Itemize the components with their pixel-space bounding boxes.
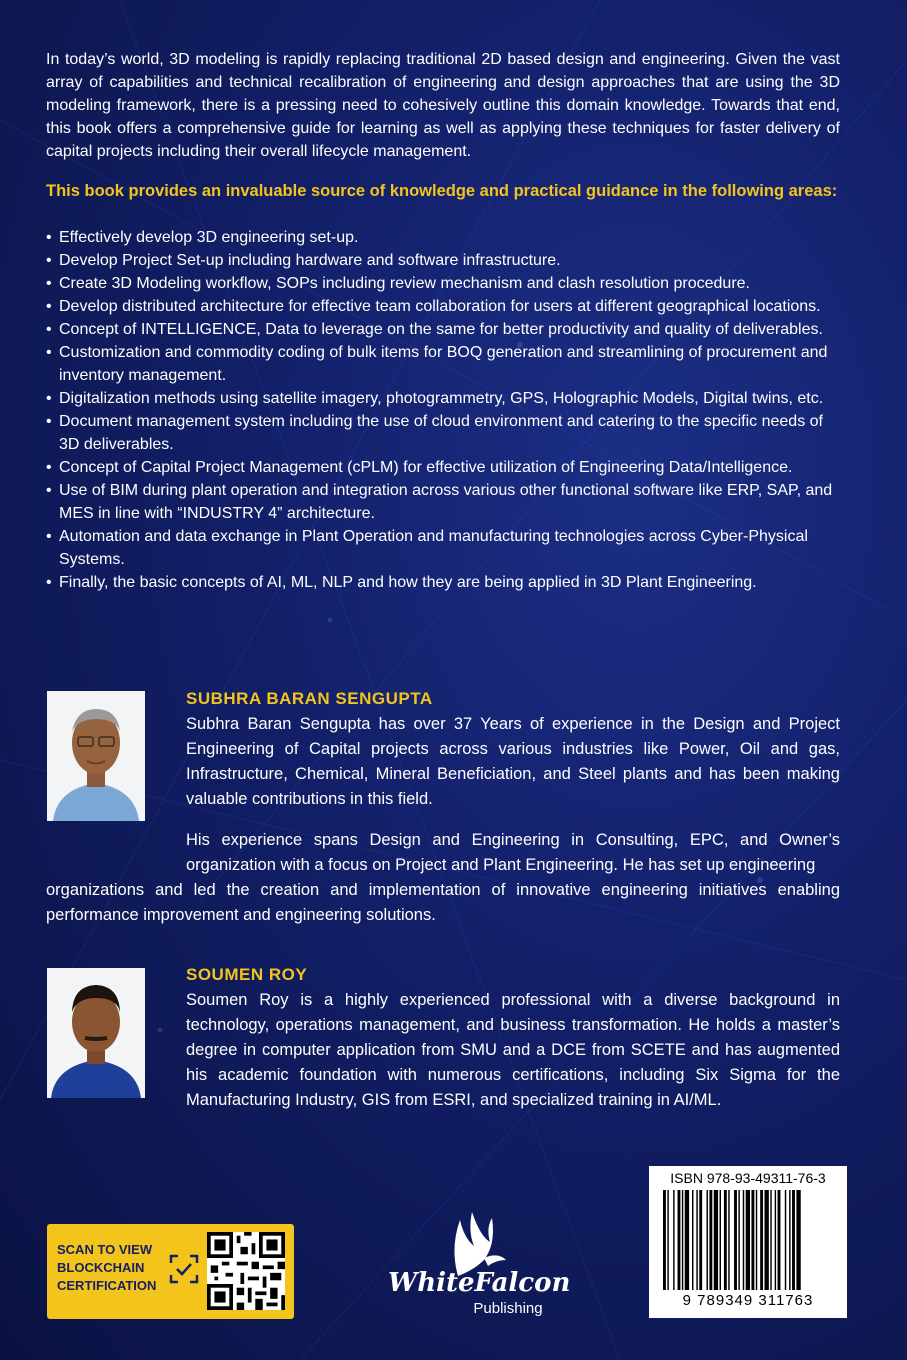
list-item: • Document management system including the use of cloud environment and catering to the specific needs of 3D deliverables. bbox=[46, 410, 836, 456]
list-item: • Develop Project Set-up including hardware and software infrastructure. bbox=[46, 249, 836, 272]
publisher-logo bbox=[388, 1208, 571, 1323]
areas-heading: This book provides an invaluable source of knowledge and practical guidance in the following areas: bbox=[46, 182, 838, 200]
list-item: • Automation and data exchange in Plant Operation and manufacturing technologies across Cyber-Physical Systems. bbox=[46, 525, 836, 571]
scan-line-2: BLOCKCHAIN bbox=[57, 1260, 145, 1275]
author-photo-soumen bbox=[47, 968, 145, 1098]
list-item: • Use of BIM during plant operation and integration across various other functional software like ERP, SAP, and MES in line with “INDUSTRY 4” architecture. bbox=[46, 479, 836, 525]
list-item: • Finally, the basic concepts of AI, ML, NLP and how they are being applied in 3D Plant Engineering. bbox=[46, 571, 836, 594]
scan-text bbox=[57, 1241, 167, 1295]
list-item: • Create 3D Modeling workflow, SOPs including review mechanism and clash resolution procedure. bbox=[46, 272, 836, 295]
list-item: • Effectively develop 3D engineering set-up. bbox=[46, 226, 836, 249]
scan-line-3: CERTIFICATION bbox=[57, 1278, 157, 1293]
publisher-sub: Publishing bbox=[473, 1300, 543, 1317]
qr-code[interactable] bbox=[207, 1232, 285, 1310]
author-bio-subhra-2b: organizations and led the creation and implementation of innovative engineering initiatives enabling performance improvement and engineering solutions. bbox=[46, 881, 840, 924]
isbn-digits: 9 789349 311763 bbox=[682, 1292, 814, 1309]
list-item: • Customization and commodity coding of bulk items for BOQ generation and streamlining of procurement and inventory management. bbox=[46, 341, 836, 387]
intro-paragraph: In today’s world, 3D modeling is rapidly replacing traditional 2D based design and engineering. Given the vast array of capabilities and technical recalibration of engineering and design approaches that are using the 3D modeling framework, there is a pressing need to cohesively outline this domain knowledge. Towards that end, this book offers a comprehensive guide for learning as well as applying these techniques for faster delivery of capital projects including their overall lifecycle management. bbox=[46, 51, 840, 160]
scan-line-1: SCAN TO VIEW bbox=[57, 1242, 153, 1257]
author-name-soumen: SOUMEN ROY bbox=[186, 965, 308, 984]
publisher-name: WhiteFalcon bbox=[388, 1268, 571, 1298]
blockchain-certification-badge[interactable] bbox=[47, 1224, 294, 1319]
author-name-subhra: SUBHRA BARAN SENGUPTA bbox=[186, 689, 433, 708]
list-item: • Digitalization methods using satellite imagery, photogrammetry, GPS, Holographic Models, Digital twins, etc. bbox=[46, 387, 836, 410]
scan-check-icon bbox=[169, 1254, 199, 1284]
isbn-barcode bbox=[649, 1166, 847, 1318]
barcode-bars bbox=[663, 1190, 839, 1294]
isbn-label: ISBN 978-93-49311-76-3 bbox=[670, 1170, 826, 1186]
list-item: • Develop distributed architecture for effective team collaboration for users at different geographical locations. bbox=[46, 295, 836, 318]
author-bio-soumen: Soumen Roy is a highly experienced professional with a diverse background in technology, operations management, and business transformation. He holds a master’s degree in computer application from SMU and a DCE from SCETE and has augmented his academic foundation with numerous certifications, including Six Sigma for the Manufacturing Industry, GIS from ESRI, and specialized training in AI/ML. bbox=[186, 991, 840, 1109]
author-bio-subhra-2a: His experience spans Design and Engineering in Consulting, EPC, and Owner’s organization with a focus on Project and Plant Engineering. He has set up engineering bbox=[186, 831, 840, 874]
author-photo-subhra bbox=[47, 691, 145, 821]
author-bio-subhra: Subhra Baran Sengupta has over 37 Years of experience in the Design and Project Engineering of Capital projects across various industries like Power, Oil and gas, Infrastructure, Chemical, Mineral Beneficiation, and Steel plants and has been making valuable contributions in this field. bbox=[186, 715, 840, 808]
areas-list bbox=[46, 226, 836, 594]
list-item: • Concept of Capital Project Management (cPLM) for effective utilization of Engineering Data/Intelligence. bbox=[46, 456, 836, 479]
list-item: • Concept of INTELLIGENCE, Data to leverage on the same for better productivity and quality of deliverables. bbox=[46, 318, 836, 341]
